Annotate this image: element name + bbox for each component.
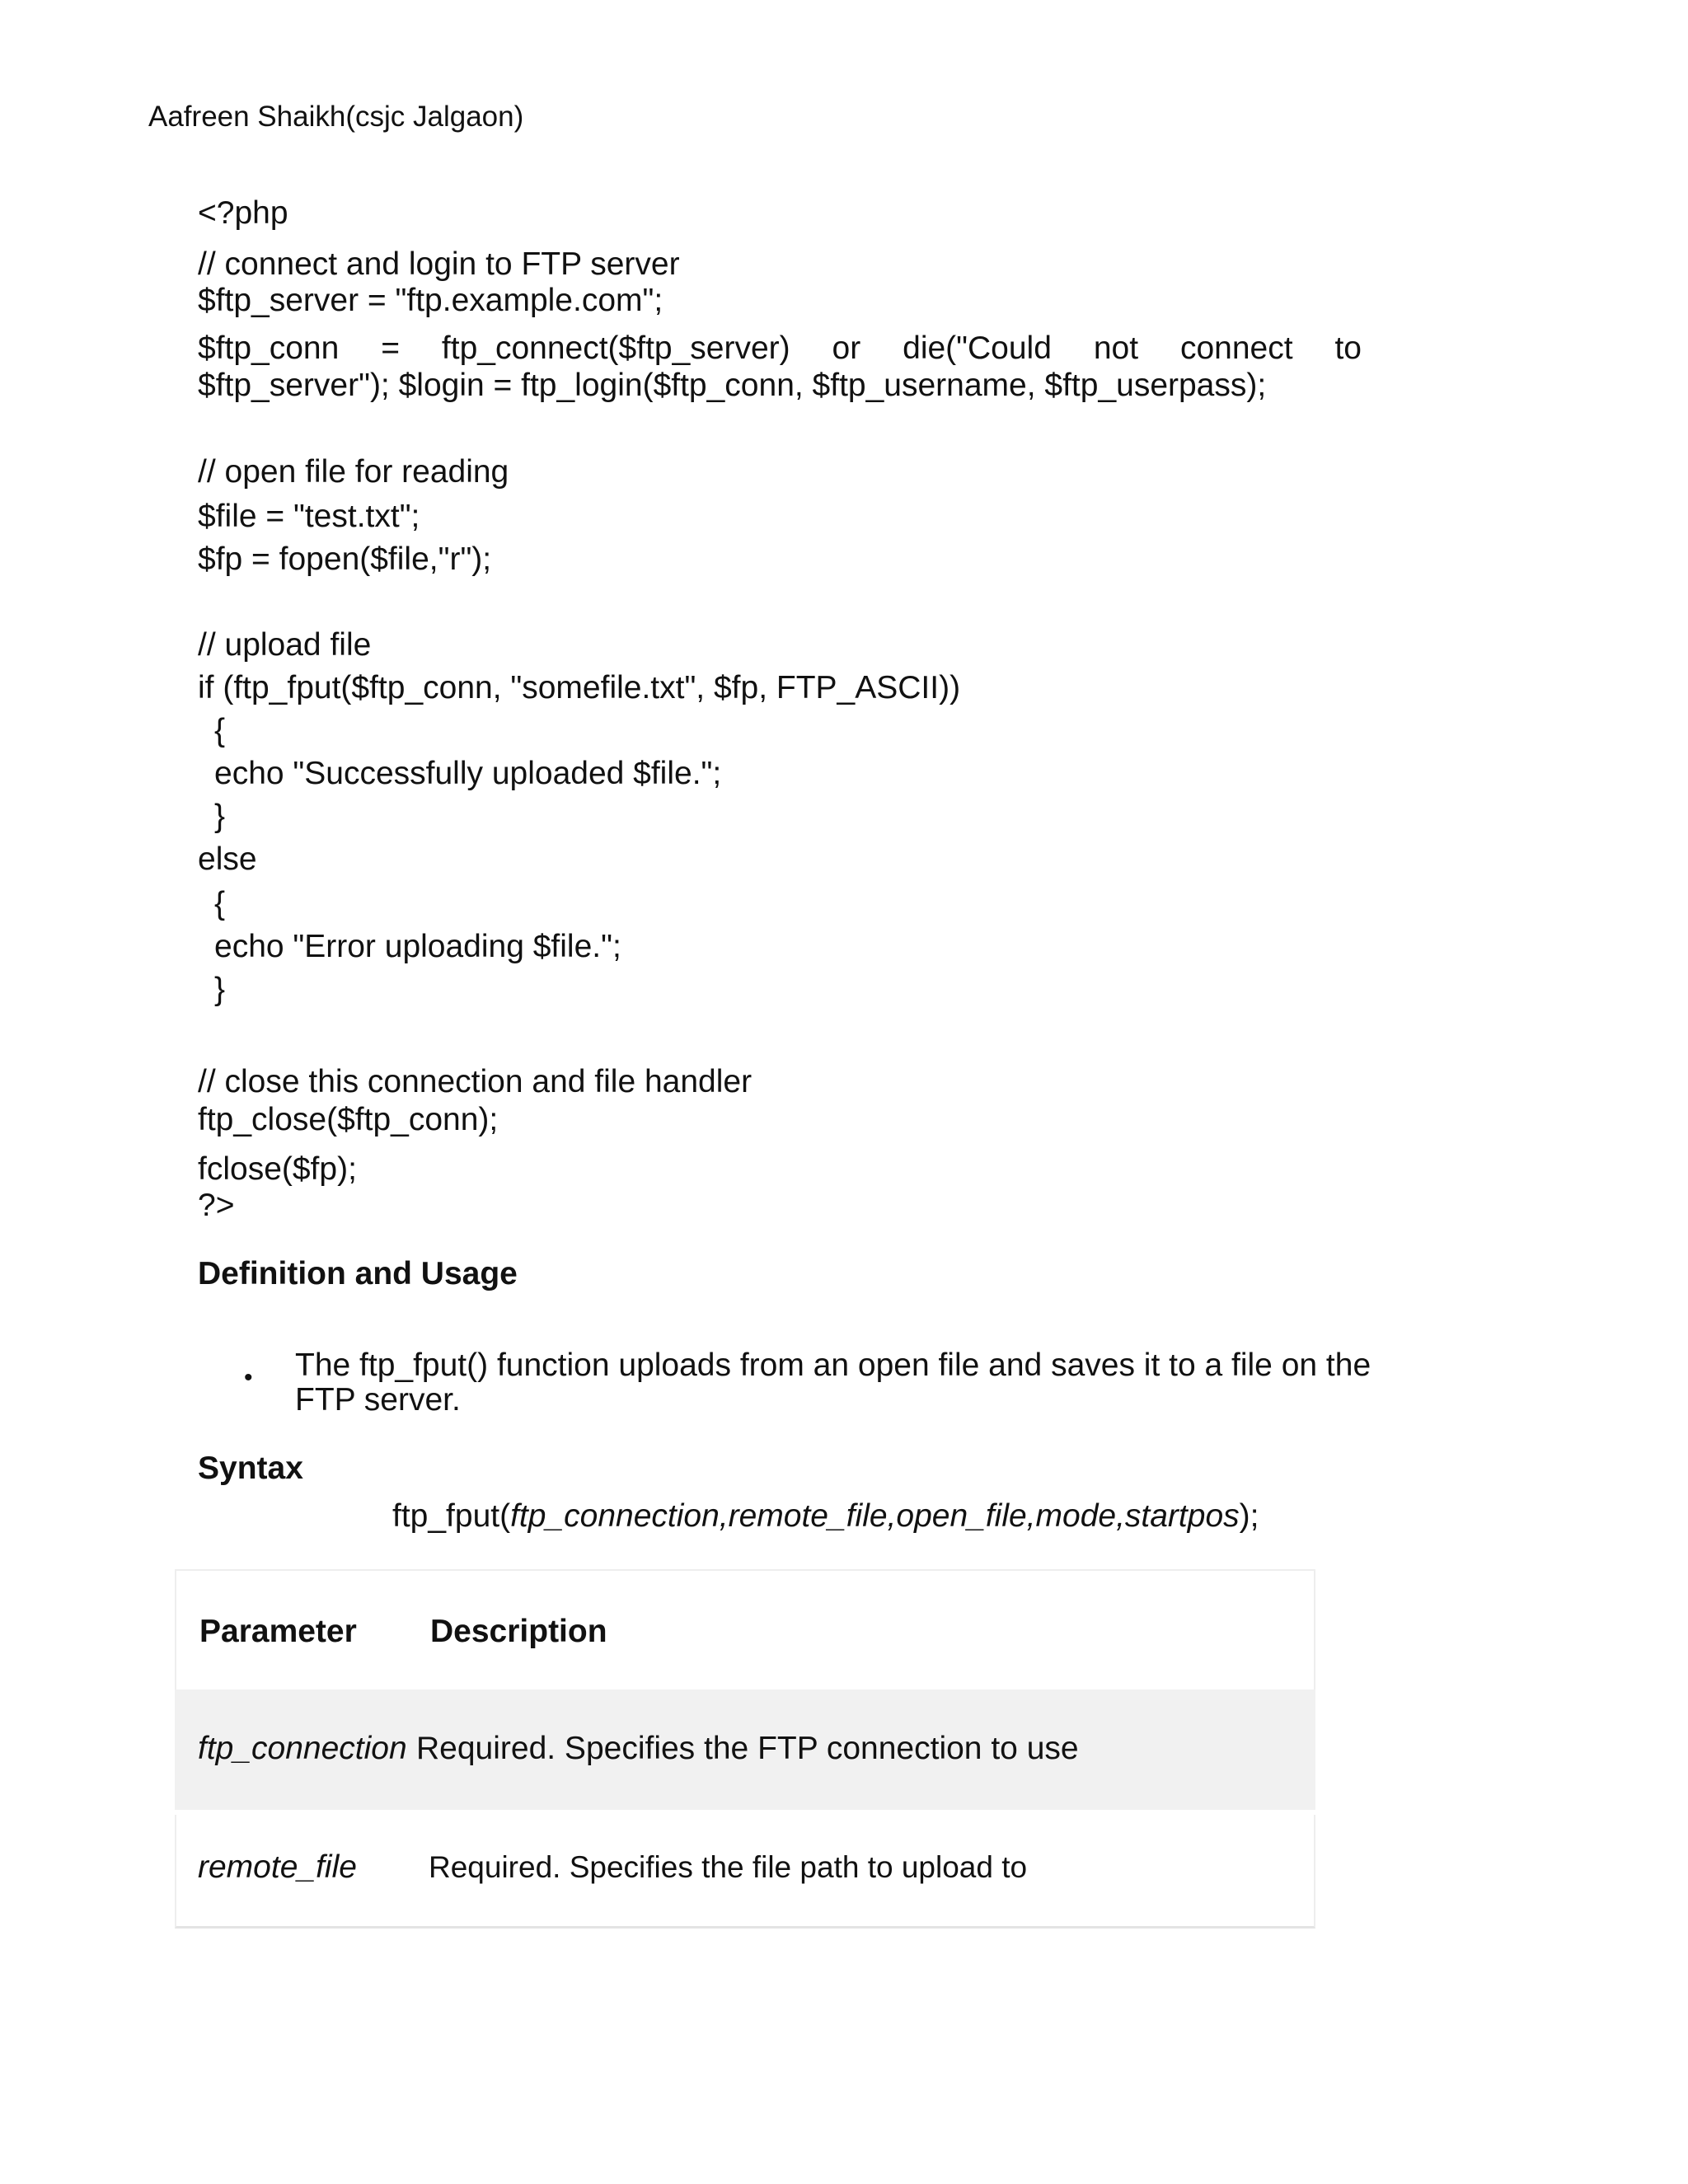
code-token: $ftp_conn: [198, 330, 340, 366]
syntax-params: ftp_connection,remote_file,open_file,mode,startpos: [510, 1498, 1240, 1534]
definition-text: The ftp_fput() function uploads from an open file and saves it to a file on the FTP server.: [295, 1347, 1372, 1418]
parameter-name: ftp_connection: [198, 1731, 407, 1766]
code-line: <?php: [198, 195, 288, 231]
code-line: [198, 330, 1362, 367]
bullet-icon: •: [244, 1364, 253, 1391]
code-justified-line: [198, 330, 1362, 404]
table-row: [175, 1815, 1315, 1929]
code-line: }: [214, 972, 226, 1007]
code-line: ?>: [198, 1188, 235, 1223]
code-line: // upload file: [198, 627, 372, 663]
syntax-heading: Syntax: [198, 1451, 303, 1486]
code-line: $ftp_server"); $login = ftp_login($ftp_conn, $ftp_username, $ftp_userpass);: [198, 368, 1267, 403]
parameter-name: remote_file: [198, 1849, 357, 1885]
code-line: $ftp_server = "ftp.example.com";: [198, 283, 663, 318]
code-line: if (ftp_fput($ftp_conn, "somefile.txt", $fp, FTP_ASCII)): [198, 670, 961, 705]
code-line: // connect and login to FTP server: [198, 246, 680, 282]
code-token: or: [832, 330, 861, 366]
code-token: =: [381, 330, 400, 366]
code-line: // close this connection and file handler: [198, 1064, 753, 1099]
parameter-table: [175, 1569, 1315, 1929]
code-line: }: [214, 799, 226, 834]
code-line: {: [214, 886, 226, 921]
syntax-close: );: [1239, 1498, 1259, 1534]
code-line: $fp = fopen($file,"r");: [198, 541, 492, 577]
code-line: fclose($fp);: [198, 1151, 357, 1187]
code-line: echo "Successfully uploaded $file.";: [214, 756, 722, 791]
definition-heading: Definition and Usage: [198, 1256, 518, 1291]
code-line: {: [214, 713, 226, 748]
parameter-description: Required. Specifies the FTP connection to use: [416, 1731, 1079, 1766]
code-token: not: [1093, 330, 1139, 366]
code-line: else: [198, 841, 257, 877]
code-token: die("Could: [903, 330, 1052, 366]
parameter-description: Required. Specifies the file path to upload to: [429, 1850, 1028, 1884]
code-line: // open file for reading: [198, 454, 509, 490]
column-header-description: Description: [430, 1614, 607, 1649]
code-token: connect: [1179, 330, 1293, 366]
column-header-parameter: Parameter: [199, 1614, 357, 1649]
table-row: [175, 1690, 1315, 1810]
code-line: echo "Error uploading $file.";: [214, 929, 621, 964]
page-header-author: Aafreen Shaikh(csjc Jalgaon): [148, 101, 524, 133]
code-token: to: [1334, 330, 1362, 366]
code-token: ftp_connect($ftp_server): [441, 330, 790, 366]
table-header-row: [175, 1569, 1315, 1690]
code-line: $file = "test.txt";: [198, 499, 420, 534]
code-line: ftp_close($ftp_conn);: [198, 1102, 499, 1137]
syntax-function-name: ftp_fput(: [392, 1498, 511, 1534]
syntax-signature: [392, 1497, 1259, 1536]
